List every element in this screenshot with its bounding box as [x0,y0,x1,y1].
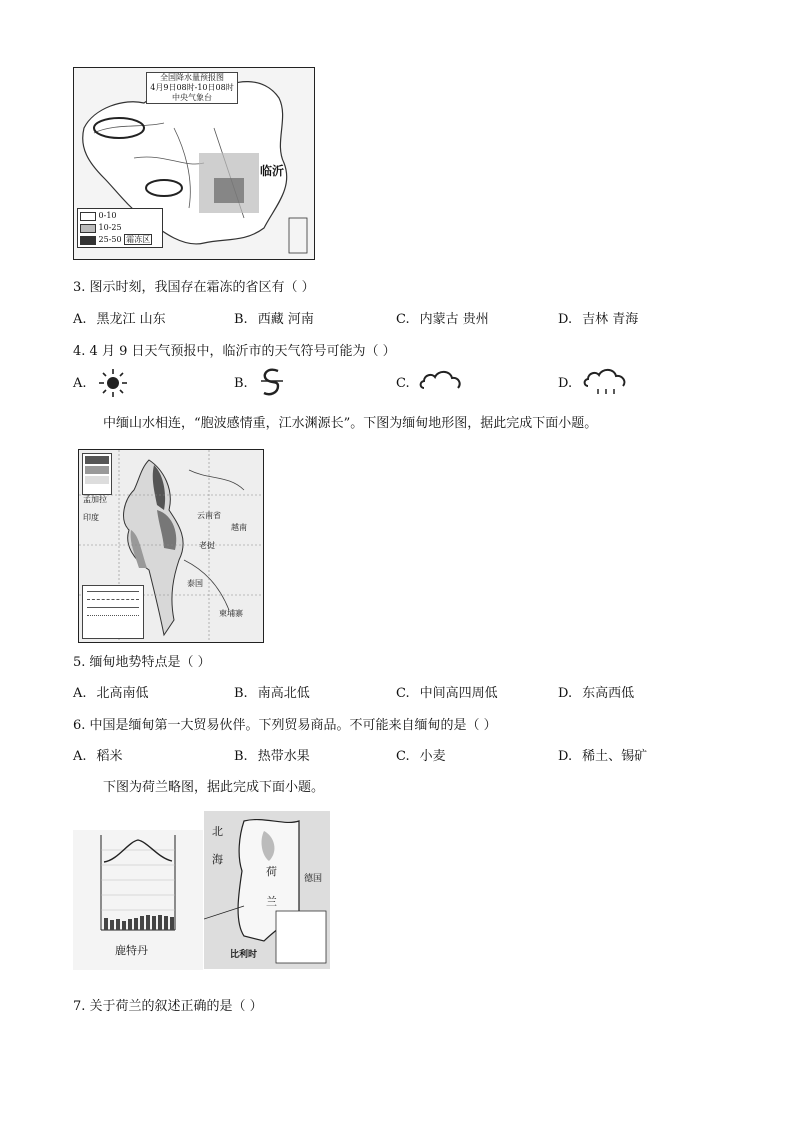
map-title-box [146,72,238,104]
question-4-option-b[interactable] [234,376,258,391]
option-letter: B. [234,749,248,764]
question-5-option-d[interactable] [558,682,634,701]
option-text: 热带水果 [257,749,310,764]
terrain-legend [82,453,112,495]
legend-dotted-line-icon [87,615,139,616]
question-5-option-c[interactable] [396,682,498,701]
option-letter: B. [234,686,248,701]
netherlands-intro: 下图为荷兰略图，据此完成下面小题。 [103,780,325,795]
option-letter: D. [558,749,573,764]
label-india: 印度 [83,513,99,522]
sun-icon [96,368,130,398]
linyi-label: 临沂 [260,164,285,178]
option-letter: D. [558,312,573,327]
label-sea: 海 [212,853,223,866]
question-5-stem: 5. 缅甸地势特点是（ ） [73,655,211,670]
option-letter: C. [396,376,410,391]
cloud-rain-icon [582,366,630,396]
label-lan: 兰 [266,895,277,908]
question-6-option-b[interactable] [234,745,310,764]
option-letter: A. [73,686,87,701]
legend-row-2 [80,222,160,234]
climate-chart-drawing [73,830,203,955]
legend-swatch-dark-icon [80,236,96,245]
legend-high-swatch-icon [85,456,109,464]
option-text: 西藏 河南 [257,312,314,327]
option-text: 内蒙古 贵州 [419,312,489,327]
option-text: 南高北低 [257,686,310,701]
legend-range-1: 0-10 [98,211,117,220]
question-5-option-b[interactable] [234,682,310,701]
legend-row-1 [80,210,160,222]
question-3-option-d[interactable] [558,308,638,327]
option-letter: A. [73,376,87,391]
rotterdam-climate-chart [73,830,203,970]
legend-line-icon [87,591,139,592]
question-7-stem: 7. 关于荷兰的叙述正确的是（ ） [73,999,263,1014]
option-letter: B. [234,376,248,391]
label-laos: 老挝 [199,541,215,550]
question-6-option-c[interactable] [396,745,446,764]
option-text: 黑龙江 山东 [96,312,166,327]
climate-city-label: 鹿特丹 [115,944,148,957]
map-title-line-3: 中央气象台 [172,93,212,102]
question-5-option-a[interactable] [73,682,149,701]
question-3-option-b[interactable] [234,308,314,327]
cloud-icon [418,368,464,392]
map-legend [77,208,163,248]
legend-frost-note: 霜冻区 [126,235,151,244]
legend-low-swatch-icon [85,476,109,484]
option-letter: A. [73,312,87,327]
legend-swatch-light-icon [80,212,96,221]
question-4-stem: 4. 4 月 9 日天气预报中，临沂市的天气符号可能为（ ） [73,344,396,359]
legend-mid-swatch-icon [85,466,109,474]
map-title-line-2: 4月9日08时-10日08时 [150,83,234,92]
question-3-stem: 3. 图示时刻，我国存在霜冻的省区有（ ） [73,280,315,295]
legend-dashed-line-icon [87,599,139,600]
option-letter: C. [396,312,410,327]
map-title-line-1: 全国降水量预报图 [160,73,224,82]
question-6-stem: 6. 中国是缅甸第一大贸易伙伴。下列贸易商品。不可能来自缅甸的是（ ） [73,718,497,733]
typhoon-icon [258,366,286,400]
option-letter: D. [558,686,573,701]
option-text: 中间高四周低 [419,686,498,701]
question-4-option-a[interactable] [73,376,97,391]
symbol-legend [82,585,144,639]
question-4-option-c[interactable] [396,376,420,391]
option-letter: D. [558,376,573,391]
option-text: 小麦 [419,749,446,764]
option-text: 东高西低 [582,686,635,701]
legend-row-3 [80,234,160,246]
label-germany: 德国 [304,874,323,884]
question-4-option-d[interactable] [558,376,582,391]
question-3-option-a[interactable] [73,308,166,327]
option-letter: C. [396,686,410,701]
legend-line-icon [87,607,139,608]
label-bangladesh: 孟加拉 [83,495,107,504]
myanmar-terrain-map [78,449,264,643]
legend-range-3: 25-50 [98,235,122,244]
china-precipitation-map [73,67,315,260]
option-letter: A. [73,749,87,764]
legend-swatch-medium-icon [80,224,96,233]
label-vietnam: 越南 [231,523,247,532]
label-he: 荷 [266,865,277,878]
myanmar-intro: 中缅山水相连，“胞波感情重，江水渊源长”。下图为缅甸地形图，据此完成下面小题。 [103,416,598,431]
label-yunnan: 云南省 [197,511,221,520]
label-north: 北 [212,825,223,838]
netherlands-map [204,811,330,969]
option-letter: C. [396,749,410,764]
label-thailand: 泰国 [187,579,203,588]
option-text: 北高南低 [96,686,149,701]
question-3-option-c[interactable] [396,308,489,327]
question-6-option-a[interactable] [73,745,123,764]
legend-range-2: 10-25 [98,223,122,232]
option-text: 稀土、锡矿 [582,749,648,764]
question-6-option-d[interactable] [558,745,647,764]
option-letter: B. [234,312,248,327]
option-text: 稻米 [96,749,123,764]
option-text: 吉林 青海 [582,312,639,327]
label-belgium: 比利时 [230,950,258,960]
label-cambodia: 柬埔寨 [219,609,243,618]
